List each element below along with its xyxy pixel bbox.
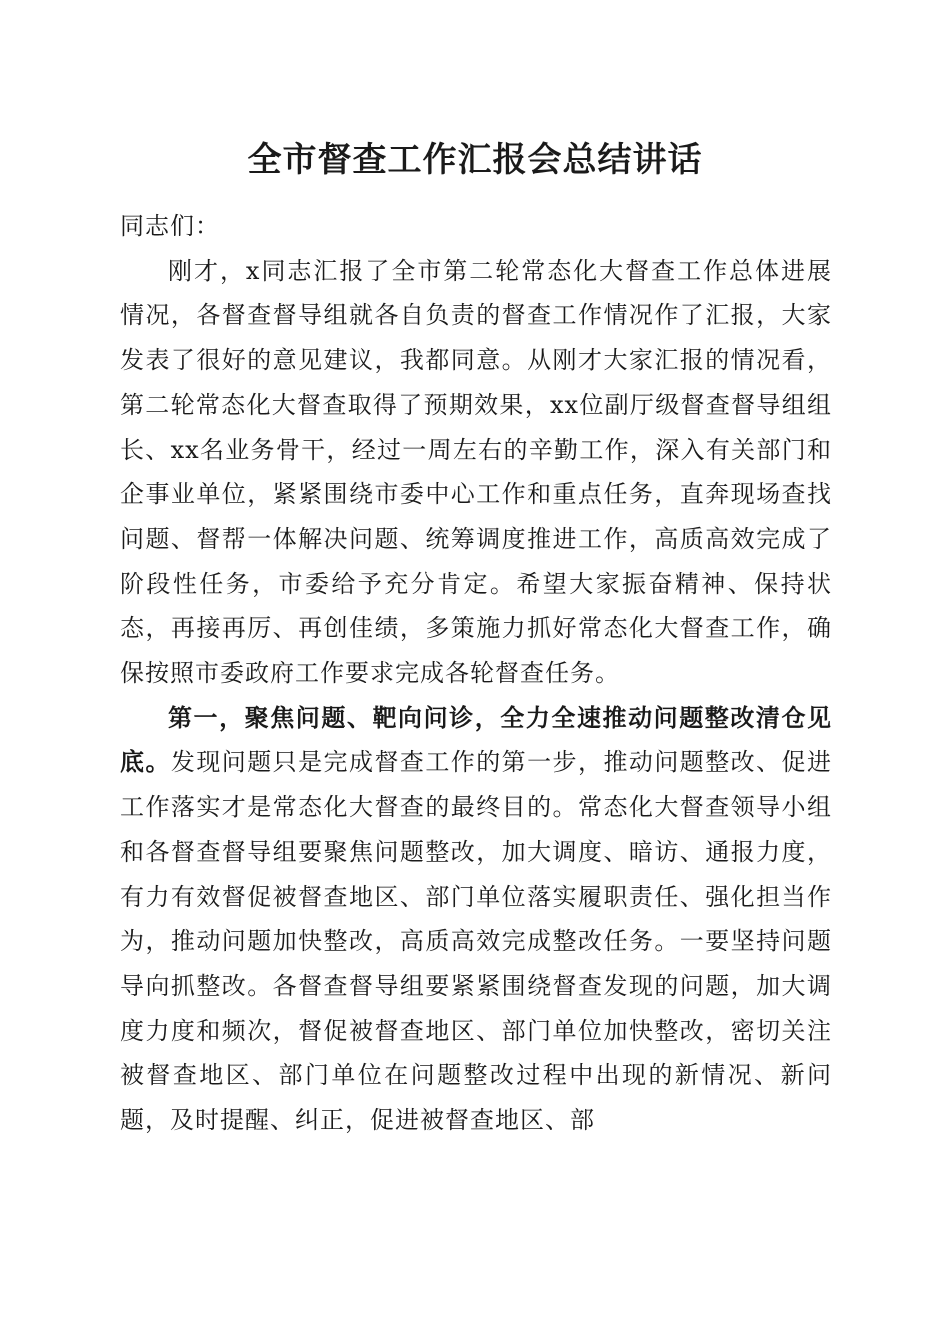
paragraph-intro: 刚才，x同志汇报了全市第二轮常态化大督查工作总体进展情况，各督查督导组就各自负责的督查工作情况作了汇报，大家发表了很好的意见建议，我都同意。从刚才大家汇报的情况看，第二轮常态化大督查取得了预期效果，xx位副厅级督查督导组组长、xx名业务骨干，经过一周左右的辛勤工作，深入有关部门和企事业单位，紧紧围绕市委中心工作和重点任务，直奔现场查找问题、督帮一体解决问题、统筹调度推进工作，高质高效完成了阶段性任务，市委给予充分肯定。希望大家振奋精神、保持状态，再接再厉、再创佳绩，多策施力抓好常态化大督查工作，确保按照市委政府工作要求完成各轮督查任务。 — [120, 256, 832, 688]
document-title: 全市督查工作汇报会总结讲话 — [247, 140, 703, 180]
salutation: 同志们： — [120, 212, 220, 240]
document-body — [120, 204, 832, 1143]
paragraph-heading: 第一，聚焦问题、靶向问诊，全力全速推动问题整改清仓见底。 — [120, 702, 832, 777]
paragraph-first-point — [120, 696, 832, 1143]
paragraph-body: 发现问题只是完成督查工作的第一步，推动问题整改、促进工作落实才是常态化大督查的最终目的。常态化大督查领导小组和各督查督导组要聚焦问题整改，加大调度、暗访、通报力度，有力有效督促被督查地区、部门单位落实履职责任、强化担当作为，推动问题加快整改，高质高效完成整改任务。一要坚持问题导向抓整改。各督查督导组要紧紧围绕督查发现的问题，加大调度力度和频次，督促被督查地区、部门单位加快整改，密切关注被督查地区、部门单位在问题整改过程中出现的新情况、新问题，及时提醒、纠正，促进被督查地区、部 — [120, 748, 832, 1135]
